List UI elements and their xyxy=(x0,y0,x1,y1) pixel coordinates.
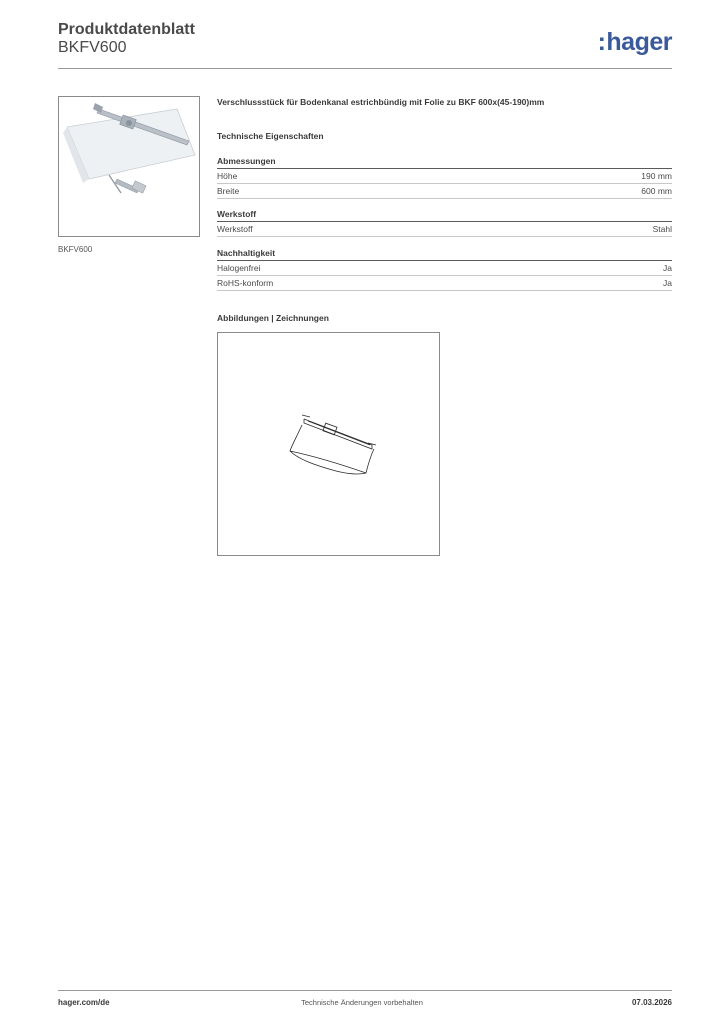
spec-group-dimensions xyxy=(217,156,672,199)
logo-dots-icon: : xyxy=(597,28,606,56)
technical-properties-title: Technische Eigenschaften xyxy=(217,131,324,141)
spec-value: Ja xyxy=(663,263,672,273)
spec-label: Werkstoff xyxy=(217,224,253,234)
footer-date: 07.03.2026 xyxy=(631,998,672,1007)
product-photo-illustration xyxy=(59,97,199,236)
technical-drawing xyxy=(217,332,440,556)
spec-row xyxy=(217,276,672,291)
header-divider xyxy=(58,68,672,69)
spec-label: Höhe xyxy=(217,171,238,181)
product-code: BKFV600 xyxy=(58,39,127,56)
drawings-title: Abbildungen | Zeichnungen xyxy=(217,313,329,323)
page-title: Produktdatenblatt xyxy=(58,21,195,38)
product-image-caption: BKFV600 xyxy=(58,245,93,254)
product-description: Verschlussstück für Bodenkanal estrichbündig mit Folie zu BKF 600x(45-190)mm xyxy=(217,97,545,107)
spec-label: RoHS-konform xyxy=(217,278,274,288)
spec-group-title: Werkstoff xyxy=(217,209,672,222)
spec-group-title: Nachhaltigkeit xyxy=(217,248,672,261)
spec-group-title: Abmessungen xyxy=(217,156,672,169)
line-drawing-illustration xyxy=(218,333,439,555)
footer-website: hager.com/de xyxy=(58,998,110,1007)
spec-row xyxy=(217,261,672,276)
spec-value: 190 mm xyxy=(641,171,672,181)
spec-row xyxy=(217,184,672,199)
logo-text: hager xyxy=(606,28,672,56)
spec-label: Breite xyxy=(217,186,240,196)
footer-divider xyxy=(58,990,672,991)
product-image xyxy=(58,96,200,237)
spec-value: Ja xyxy=(663,278,672,288)
spec-group-material xyxy=(217,209,672,237)
spec-row xyxy=(217,169,672,184)
spec-value: 600 mm xyxy=(641,186,672,196)
spec-value: Stahl xyxy=(652,224,672,234)
footer-disclaimer: Technische Änderungen vorbehalten xyxy=(301,998,423,1007)
hager-logo xyxy=(598,28,672,57)
spec-group-sustainability xyxy=(217,248,672,291)
spec-label: Halogenfrei xyxy=(217,263,261,273)
spec-row xyxy=(217,222,672,237)
